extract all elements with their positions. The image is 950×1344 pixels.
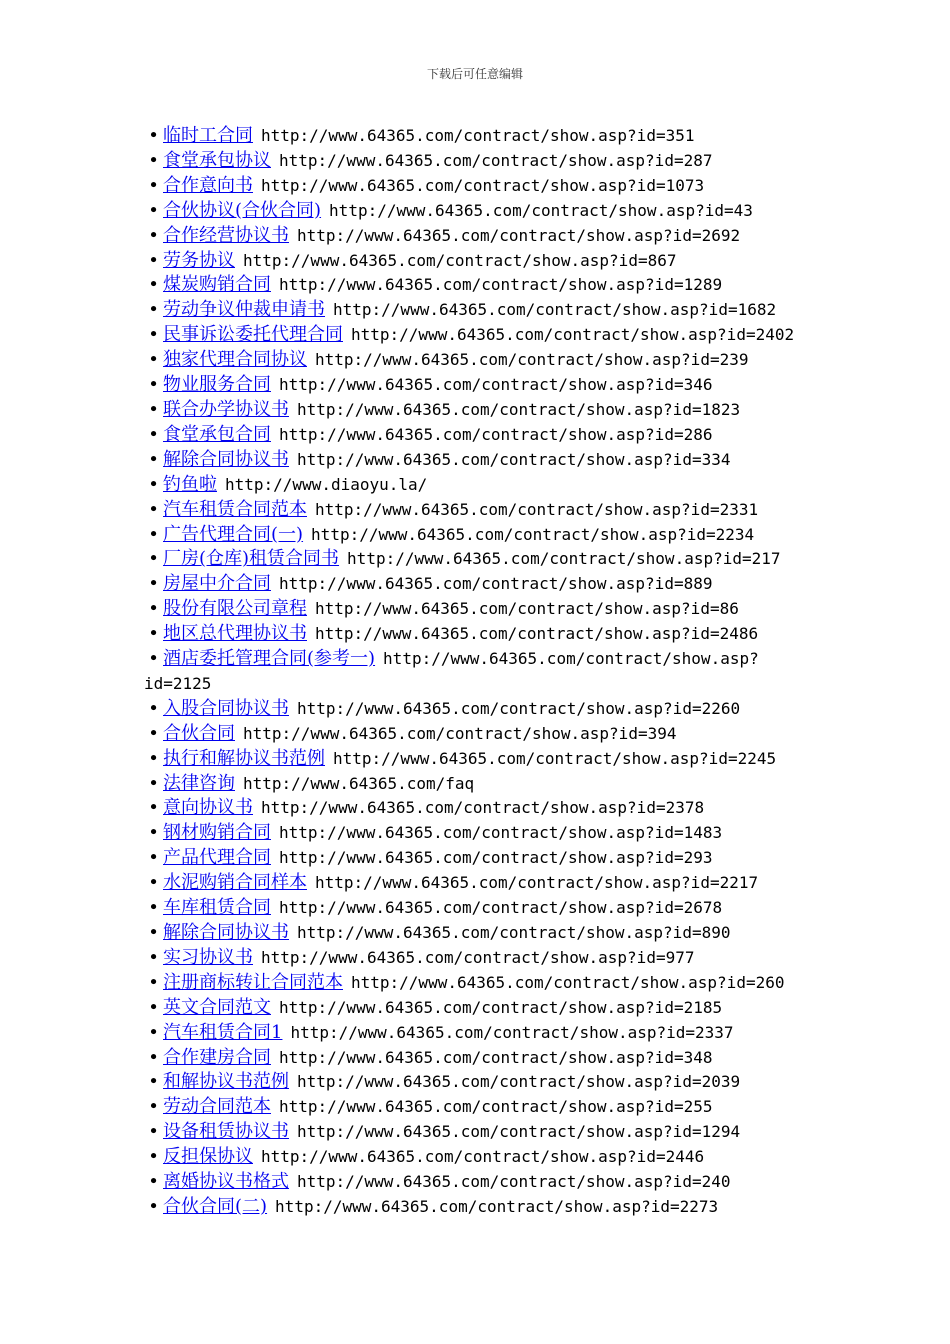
contract-title-link[interactable]: 酒店委托管理合同(参考一) xyxy=(163,648,376,670)
list-item xyxy=(144,273,810,298)
list-item xyxy=(144,722,810,747)
contract-url: http://www.64365.com/contract/show.asp?id=867 xyxy=(243,250,677,270)
contract-title-link[interactable]: 厂房(仓库)租赁合同书 xyxy=(163,548,340,570)
contract-url: http://www.64365.com/contract/show.asp?id=287 xyxy=(279,150,713,170)
contract-url: http://www.64365.com/contract/show.asp?id=394 xyxy=(243,723,677,743)
contract-title-link[interactable]: 法律咨询 xyxy=(163,772,235,794)
bullet-icon: • xyxy=(148,523,159,545)
contract-url: http://www.diaoyu.la/ xyxy=(225,474,428,494)
contract-title-link[interactable]: 物业服务合同 xyxy=(163,374,271,396)
contract-url: http://www.64365.com/contract/show.asp?id=2331 xyxy=(315,499,759,519)
contract-title-link[interactable]: 地区总代理协议书 xyxy=(163,623,307,645)
list-item xyxy=(144,124,810,149)
contract-title-link[interactable]: 合作经营协议书 xyxy=(163,224,289,246)
list-item xyxy=(144,1120,810,1145)
contract-title-link[interactable]: 劳务协议 xyxy=(163,249,235,271)
contract-url: http://www.64365.com/contract/show.asp?id=1682 xyxy=(333,300,777,320)
contract-url: http://www.64365.com/contract/show.asp?id=2378 xyxy=(261,798,705,818)
list-item xyxy=(144,821,810,846)
contract-title-link[interactable]: 离婚协议书格式 xyxy=(163,1171,289,1193)
list-item xyxy=(144,1195,810,1220)
contract-title-link[interactable]: 独家代理合同协议 xyxy=(163,349,307,371)
contract-title-link[interactable]: 设备租赁协议书 xyxy=(163,1121,289,1143)
list-item xyxy=(144,249,810,274)
list-item xyxy=(144,1170,810,1195)
bullet-icon: • xyxy=(148,822,159,844)
list-item xyxy=(144,149,810,174)
contract-title-link[interactable]: 钓鱼啦 xyxy=(163,473,217,495)
contract-url: http://www.64365.com/contract/show.asp?id=351 xyxy=(261,126,695,145)
bullet-icon: • xyxy=(148,299,159,321)
contract-url: http://www.64365.com/contract/show.asp?id=2185 xyxy=(279,997,723,1017)
list-item xyxy=(144,647,810,697)
contract-title-link[interactable]: 食堂承包合同 xyxy=(163,423,271,445)
contract-title-link[interactable]: 解除合同协议书 xyxy=(163,448,289,470)
bullet-icon: • xyxy=(148,374,159,396)
bullet-icon: • xyxy=(148,1195,159,1217)
bullet-icon: • xyxy=(148,722,159,744)
list-item xyxy=(144,298,810,323)
contract-url: http://www.64365.com/contract/show.asp?id=217 xyxy=(347,549,781,569)
contract-url: http://www.64365.com/contract/show.asp?id=2273 xyxy=(275,1196,719,1216)
bullet-icon: • xyxy=(148,473,159,495)
bullet-icon: • xyxy=(148,971,159,993)
contract-url: http://www.64365.com/contract/show.asp?id=2678 xyxy=(279,898,723,918)
contract-url: http://www.64365.com/contract/show.asp?id=2486 xyxy=(315,624,759,644)
contract-url: http://www.64365.com/faq xyxy=(243,773,475,793)
list-item xyxy=(144,597,810,622)
contract-url: http://www.64365.com/contract/show.asp?id=293 xyxy=(279,848,713,868)
bullet-icon: • xyxy=(148,697,159,719)
contract-title-link[interactable]: 产品代理合同 xyxy=(163,847,271,869)
list-item xyxy=(144,1021,810,1046)
contract-url: http://www.64365.com/contract/show.asp?id=1823 xyxy=(297,399,741,419)
contract-url: http://www.64365.com/contract/show.asp?id=239 xyxy=(315,350,749,370)
bullet-icon: • xyxy=(148,946,159,968)
contract-title-link[interactable]: 汽车租赁合同1 xyxy=(163,1021,283,1043)
contract-url: http://www.64365.com/contract/show.asp?id=348 xyxy=(279,1047,713,1067)
list-item xyxy=(144,747,810,772)
contract-title-link[interactable]: 劳动争议仲裁申请书 xyxy=(163,299,325,321)
bullet-icon: • xyxy=(148,598,159,620)
contract-link-list xyxy=(144,124,810,1220)
bullet-icon: • xyxy=(148,548,159,570)
contract-url: http://www.64365.com/contract/show.asp?id=2402 xyxy=(351,325,795,345)
list-item xyxy=(144,323,810,348)
contract-url: http://www.64365.com/contract/show.asp?id=2260 xyxy=(297,698,741,718)
contract-url: http://www.64365.com/contract/show.asp?id=1073 xyxy=(261,175,705,195)
list-item xyxy=(144,498,810,523)
list-item xyxy=(144,547,810,572)
contract-url: http://www.64365.com/contract/show.asp?id=334 xyxy=(297,449,731,469)
contract-title-link[interactable]: 民事诉讼委托代理合同 xyxy=(163,324,343,346)
bullet-icon: • xyxy=(148,847,159,869)
contract-url: http://www.64365.com/contract/show.asp?id=2337 xyxy=(290,1022,734,1042)
bullet-icon: • xyxy=(148,648,159,670)
bullet-icon: • xyxy=(148,897,159,919)
bullet-icon: • xyxy=(148,423,159,445)
contract-url: http://www.64365.com/contract/show.asp?id=2446 xyxy=(261,1147,705,1167)
bullet-icon: • xyxy=(148,1021,159,1043)
bullet-icon: • xyxy=(148,249,159,271)
list-item xyxy=(144,373,810,398)
contract-url: http://www.64365.com/contract/show.asp?id=1483 xyxy=(279,823,723,843)
bullet-icon: • xyxy=(148,174,159,196)
contract-url: http://www.64365.com/contract/show.asp?id=2125 xyxy=(144,649,759,693)
contract-url: http://www.64365.com/contract/show.asp?id=2217 xyxy=(315,873,759,893)
bullet-icon: • xyxy=(148,573,159,595)
contract-url: http://www.64365.com/contract/show.asp?id=1294 xyxy=(297,1122,741,1142)
contract-url: http://www.64365.com/contract/show.asp?id=890 xyxy=(297,923,731,942)
list-item xyxy=(144,772,810,797)
contract-url: http://www.64365.com/contract/show.asp?id=255 xyxy=(279,1097,713,1117)
list-item xyxy=(144,523,810,548)
bullet-icon: • xyxy=(148,996,159,1018)
list-item xyxy=(144,846,810,871)
list-item xyxy=(144,1145,810,1170)
contract-title-link[interactable]: 劳动合同范本 xyxy=(163,1096,271,1118)
contract-url: http://www.64365.com/contract/show.asp?id=86 xyxy=(315,599,739,619)
list-item xyxy=(144,896,810,921)
bullet-icon: • xyxy=(148,199,159,221)
bullet-icon: • xyxy=(148,772,159,794)
list-item xyxy=(144,174,810,199)
list-item xyxy=(144,622,810,647)
list-item xyxy=(144,398,810,423)
bullet-icon: • xyxy=(148,1121,159,1143)
bullet-icon: • xyxy=(148,922,159,943)
contract-title-link[interactable]: 股份有限公司章程 xyxy=(163,598,307,620)
contract-title-link[interactable]: 合伙协议(合伙合同) xyxy=(163,199,322,221)
contract-title-link[interactable]: 联合办学协议书 xyxy=(163,398,289,420)
contract-title-link[interactable]: 注册商标转让合同范本 xyxy=(163,971,343,993)
contract-title-link[interactable]: 解除合同协议书 xyxy=(163,922,289,943)
list-item xyxy=(144,348,810,373)
bullet-icon: • xyxy=(148,1046,159,1068)
contract-url: http://www.64365.com/contract/show.asp?id=240 xyxy=(297,1172,731,1192)
contract-title-link[interactable]: 广告代理合同(一) xyxy=(163,523,304,545)
contract-title-link[interactable]: 合伙合同 xyxy=(163,722,235,744)
list-item xyxy=(144,921,810,946)
bullet-icon: • xyxy=(148,398,159,420)
contract-title-link[interactable]: 房屋中介合同 xyxy=(163,573,271,595)
bullet-icon: • xyxy=(148,747,159,769)
bullet-icon: • xyxy=(148,125,159,146)
bullet-icon: • xyxy=(148,349,159,371)
contract-url: http://www.64365.com/contract/show.asp?id=346 xyxy=(279,375,713,395)
contract-url: http://www.64365.com/contract/show.asp?id=286 xyxy=(279,424,713,444)
contract-title-link[interactable]: 入股合同协议书 xyxy=(163,697,289,719)
list-item xyxy=(144,423,810,448)
bullet-icon: • xyxy=(148,1071,159,1093)
page-header: 下载后可任意编辑 xyxy=(426,67,523,81)
contract-title-link[interactable]: 煤炭购销合同 xyxy=(163,274,271,296)
bullet-icon: • xyxy=(148,224,159,246)
list-item xyxy=(144,1070,810,1095)
bullet-icon: • xyxy=(148,623,159,645)
bullet-icon: • xyxy=(148,1146,159,1168)
contract-url: http://www.64365.com/contract/show.asp?id=2692 xyxy=(297,225,741,245)
list-item xyxy=(144,871,810,896)
contract-title-link[interactable]: 水泥购销合同样本 xyxy=(163,872,307,894)
contract-title-link[interactable]: 意向协议书 xyxy=(163,797,253,819)
list-item xyxy=(144,473,810,498)
list-item xyxy=(144,1046,810,1071)
contract-title-link[interactable]: 和解协议书范例 xyxy=(163,1071,289,1093)
contract-url: http://www.64365.com/contract/show.asp?id=1289 xyxy=(279,275,723,295)
bullet-icon: • xyxy=(148,1096,159,1118)
list-item xyxy=(144,971,810,996)
list-item xyxy=(144,448,810,473)
list-item xyxy=(144,697,810,722)
list-item xyxy=(144,946,810,971)
list-item xyxy=(144,796,810,821)
list-item xyxy=(144,996,810,1021)
contract-url: http://www.64365.com/contract/show.asp?id=43 xyxy=(329,200,753,220)
bullet-icon: • xyxy=(148,274,159,296)
contract-title-link[interactable]: 合作意向书 xyxy=(163,174,253,196)
contract-title-link[interactable]: 合伙合同(二) xyxy=(163,1195,268,1217)
contract-title-link[interactable]: 反担保协议 xyxy=(163,1146,253,1168)
bullet-icon: • xyxy=(148,448,159,470)
contract-title-link[interactable]: 实习协议书 xyxy=(163,946,253,968)
list-item xyxy=(144,1095,810,1120)
contract-url: http://www.64365.com/contract/show.asp?id=889 xyxy=(279,574,713,594)
bullet-icon: • xyxy=(148,872,159,894)
contract-title-link[interactable]: 英文合同范文 xyxy=(163,996,271,1018)
bullet-icon: • xyxy=(148,149,159,171)
bullet-icon: • xyxy=(148,498,159,520)
contract-url: http://www.64365.com/contract/show.asp?id=2245 xyxy=(333,748,777,768)
list-item xyxy=(144,224,810,249)
contract-url: http://www.64365.com/contract/show.asp?id=2234 xyxy=(311,524,755,544)
bullet-icon: • xyxy=(148,797,159,819)
contract-title-link[interactable]: 执行和解协议书范例 xyxy=(163,747,325,769)
contract-title-link[interactable]: 汽车租赁合同范本 xyxy=(163,498,307,520)
contract-title-link[interactable]: 合作建房合同 xyxy=(163,1046,271,1068)
bullet-icon: • xyxy=(148,324,159,346)
contract-url: http://www.64365.com/contract/show.asp?id=2039 xyxy=(297,1072,741,1092)
list-item xyxy=(144,572,810,597)
contract-url: http://www.64365.com/contract/show.asp?id=260 xyxy=(351,972,785,992)
contract-title-link[interactable]: 钢材购销合同 xyxy=(163,822,271,844)
bullet-icon: • xyxy=(148,1171,159,1193)
contract-title-link[interactable]: 临时工合同 xyxy=(163,125,253,146)
list-item xyxy=(144,199,810,224)
contract-title-link[interactable]: 车库租赁合同 xyxy=(163,897,271,919)
contract-url: http://www.64365.com/contract/show.asp?id=977 xyxy=(261,947,695,967)
contract-title-link[interactable]: 食堂承包协议 xyxy=(163,149,271,171)
